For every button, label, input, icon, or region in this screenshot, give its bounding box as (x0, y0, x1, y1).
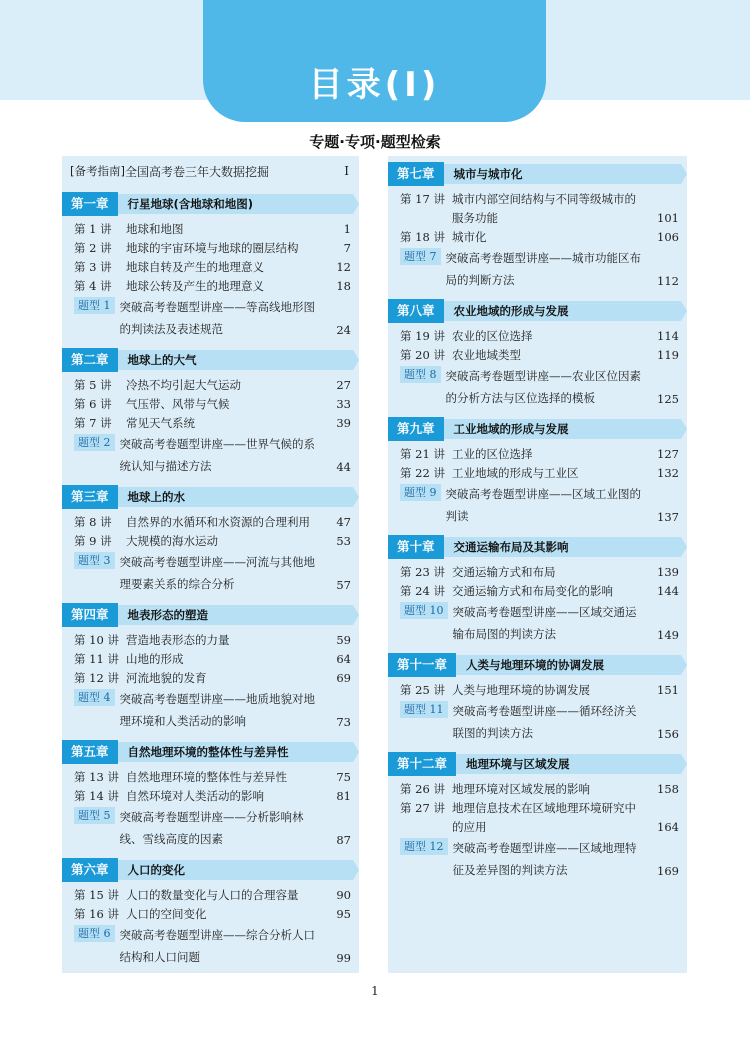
chapter-section (388, 162, 687, 291)
chapter-label: 第九章 (388, 417, 444, 441)
chapter-section (62, 858, 359, 968)
toc-entry[interactable] (400, 563, 679, 582)
lesson-page: 106 (657, 230, 679, 244)
chapter-heading[interactable] (62, 740, 359, 764)
chapter-entries (388, 559, 687, 645)
special-topic-page: 169 (657, 864, 679, 878)
special-topic-tag: 题型 9 (400, 484, 441, 501)
lesson-page: 81 (336, 789, 351, 803)
toc-entry[interactable] (74, 905, 351, 924)
lesson-title: 大规模的海水运动 (126, 534, 218, 548)
toc-entry[interactable] (400, 346, 679, 365)
lesson-page: 64 (336, 652, 351, 666)
lesson-number: 第 6 讲 (74, 397, 112, 411)
chapter-section (62, 740, 359, 850)
special-topic-entry[interactable] (74, 924, 351, 968)
chapter-section (62, 348, 359, 477)
chapter-title: 交通运输布局及其影响 (444, 537, 687, 557)
special-topic-page: 125 (657, 392, 679, 406)
lesson-page: 18 (336, 279, 351, 293)
lesson-page: 27 (336, 378, 351, 392)
lesson-page: 114 (657, 329, 679, 343)
lesson-page: 132 (657, 466, 679, 480)
lesson-number: 第 25 讲 (400, 683, 445, 697)
chapter-entries (62, 216, 359, 340)
special-topic-tag: 题型 10 (400, 602, 448, 619)
chapter-section (388, 535, 687, 645)
special-topic-entry[interactable] (400, 601, 679, 645)
lesson-title: 自然环境对人类活动的影响 (126, 789, 264, 803)
special-topic-page: 137 (657, 510, 679, 524)
toc-entry[interactable] (74, 513, 351, 532)
chapter-heading[interactable] (62, 485, 359, 509)
special-topic-title: 突破高考卷题型讲座——区域交通运输布局图的判读方法 (452, 605, 637, 641)
chapter-title: 地球上的水 (118, 487, 359, 507)
special-topic-tag: 题型 5 (74, 807, 115, 824)
lesson-number: 第 1 讲 (74, 222, 112, 236)
lesson-title: 营造地表形态的力量 (126, 633, 230, 647)
special-topic-entry[interactable] (74, 551, 351, 595)
lesson-number: 第 7 讲 (74, 416, 112, 430)
chapter-label: 第十章 (388, 535, 444, 559)
chapter-section (388, 417, 687, 527)
chapter-entries (62, 372, 359, 477)
toc-entry[interactable] (400, 445, 679, 464)
lesson-title: 地球自转及产生的地理意义 (126, 260, 264, 274)
chapter-title: 自然地理环境的整体性与差异性 (118, 742, 359, 762)
chapter-title: 人口的变化 (118, 860, 359, 880)
special-topic-title: 突破高考卷题型讲座——循环经济关联图的判读方法 (452, 704, 637, 740)
special-topic-entry[interactable] (400, 247, 679, 291)
toc-entry[interactable] (74, 258, 351, 277)
special-topic-tag: 题型 4 (74, 689, 115, 706)
chapter-label: 第五章 (62, 740, 118, 764)
lesson-title: 地球和地图 (126, 222, 184, 236)
special-topic-tag: 题型 2 (74, 434, 115, 451)
chapter-entries (388, 441, 687, 527)
guide-page: Ⅰ (344, 164, 349, 178)
lesson-title: 自然界的水循环和水资源的合理利用 (126, 515, 310, 529)
lesson-number: 第 4 讲 (74, 279, 112, 293)
special-topic-title: 突破高考卷题型讲座——综合分析人口结构和人口问题 (119, 928, 315, 964)
special-topic-entry[interactable] (400, 700, 679, 744)
special-topic-title: 突破高考卷题型讲座——等高线地形图的判读法及表述规范 (119, 300, 315, 336)
chapter-heading[interactable] (388, 417, 687, 441)
toc-entry[interactable] (400, 582, 679, 601)
lesson-title: 自然地理环境的整体性与差异性 (126, 770, 287, 784)
chapter-title: 城市与城市化 (444, 164, 687, 184)
lesson-number: 第 9 讲 (74, 534, 112, 548)
guide-entry[interactable] (62, 158, 359, 184)
toc-entry[interactable] (74, 277, 351, 296)
chapter-label: 第八章 (388, 299, 444, 323)
special-topic-entry[interactable] (74, 433, 351, 477)
chapter-heading[interactable] (62, 603, 359, 627)
lesson-title: 工业的区位选择 (452, 447, 533, 461)
lesson-title: 交通运输方式和布局变化的影响 (452, 584, 613, 598)
chapter-title: 农业地域的形成与发展 (444, 301, 687, 321)
lesson-page: 33 (336, 397, 351, 411)
lesson-number: 第 12 讲 (74, 671, 119, 685)
toc-entry[interactable] (74, 787, 351, 806)
toc-entry[interactable] (74, 768, 351, 787)
lesson-title: 工业地域的形成与工业区 (452, 466, 579, 480)
chapter-entries (388, 186, 687, 291)
chapter-label: 第十一章 (388, 653, 456, 677)
lesson-title: 农业的区位选择 (452, 329, 533, 343)
special-topic-tag: 题型 6 (74, 925, 115, 942)
lesson-title: 人口的数量变化与人口的合理容量 (126, 888, 299, 902)
special-topic-tag: 题型 7 (400, 248, 441, 265)
lesson-title: 山地的形成 (126, 652, 184, 666)
chapter-title: 地表形态的塑造 (118, 605, 359, 625)
lesson-page: 59 (336, 633, 351, 647)
chapter-section (62, 603, 359, 732)
left-chapter-list (62, 192, 359, 968)
lesson-number: 第 10 讲 (74, 633, 119, 647)
special-topic-title: 突破高考卷题型讲座——河流与其他地理要素关系的综合分析 (119, 555, 315, 591)
special-topic-title: 突破高考卷题型讲座——区域地理特征及差异图的判读方法 (452, 841, 637, 877)
lesson-page: 101 (657, 211, 679, 225)
chapter-section (388, 752, 687, 881)
special-topic-page: 99 (336, 951, 351, 965)
lesson-number: 第 15 讲 (74, 888, 119, 902)
lesson-page: 53 (336, 534, 351, 548)
special-topic-tag: 题型 12 (400, 838, 448, 855)
lesson-page: 139 (657, 565, 679, 579)
lesson-page: 151 (657, 683, 679, 697)
lesson-title: 河流地貌的发育 (126, 671, 207, 685)
lesson-number: 第 11 讲 (74, 652, 119, 666)
chapter-section (388, 299, 687, 409)
toc-entry[interactable] (400, 190, 679, 228)
lesson-number: 第 13 讲 (74, 770, 119, 784)
lesson-title: 地球的宇宙环境与地球的圈层结构 (126, 241, 299, 255)
toc-entry[interactable] (74, 414, 351, 433)
lesson-number: 第 2 讲 (74, 241, 112, 255)
right-chapter-list (388, 156, 687, 881)
guide-text: 全国高考卷三年大数据挖掘 (124, 164, 269, 179)
lesson-number: 第 27 讲 (400, 801, 445, 815)
chapter-heading[interactable] (388, 535, 687, 559)
lesson-number: 第 8 讲 (74, 515, 112, 529)
lesson-number: 第 14 讲 (74, 789, 119, 803)
toc-entry[interactable] (74, 395, 351, 414)
toc-entry[interactable] (400, 799, 679, 837)
special-topic-page: 24 (336, 323, 351, 337)
chapter-title: 行星地球(含地球和地图) (118, 194, 359, 214)
toc-entry[interactable] (74, 376, 351, 395)
chapter-entries (388, 677, 687, 744)
chapter-label: 第十二章 (388, 752, 456, 776)
special-topic-page: 57 (336, 578, 351, 592)
chapter-heading[interactable] (388, 162, 687, 186)
lesson-title: 气压带、风带与气候 (126, 397, 230, 411)
chapter-label: 第一章 (62, 192, 118, 216)
chapter-section (388, 653, 687, 744)
lesson-number: 第 16 讲 (74, 907, 119, 921)
lesson-number: 第 3 讲 (74, 260, 112, 274)
special-topic-title: 突破高考卷题型讲座——区域工业图的判读 (445, 487, 641, 523)
special-topic-tag: 题型 3 (74, 552, 115, 569)
page-title: 目录(Ⅰ) (308, 64, 441, 105)
special-topic-tag: 题型 11 (400, 701, 448, 718)
chapter-title: 地球上的大气 (118, 350, 359, 370)
special-topic-title: 突破高考卷题型讲座——城市功能区布局的判断方法 (445, 251, 641, 287)
lesson-number: 第 26 讲 (400, 782, 445, 796)
lesson-page: 39 (336, 416, 351, 430)
special-topic-title: 突破高考卷题型讲座——分析影响林线、雪线高度的因素 (119, 810, 304, 846)
lesson-number: 第 21 讲 (400, 447, 445, 461)
chapter-label: 第六章 (62, 858, 118, 882)
chapter-entries (62, 509, 359, 595)
toc-entry[interactable] (400, 681, 679, 700)
lesson-title: 常见天气系统 (126, 416, 195, 430)
lesson-number: 第 23 讲 (400, 565, 445, 579)
chapter-label: 第二章 (62, 348, 118, 372)
lesson-title: 城市化 (452, 230, 487, 244)
toc-entry[interactable] (74, 239, 351, 258)
toc-entry[interactable] (74, 669, 351, 688)
special-topic-entry[interactable] (400, 837, 679, 881)
chapter-heading[interactable] (62, 192, 359, 216)
page-subtitle: 专题·专项·题型检索 (309, 133, 441, 151)
chapter-section (62, 485, 359, 595)
page-number: 1 (371, 984, 379, 998)
title-tab (203, 0, 546, 122)
toc-entry[interactable] (400, 327, 679, 346)
special-topic-page: 44 (336, 460, 351, 474)
toc-entry[interactable] (74, 650, 351, 669)
toc-column-left (62, 156, 359, 973)
special-topic-title: 突破高考卷题型讲座——农业区位因素的分析方法与区位选择的模板 (445, 369, 641, 405)
lesson-page: 158 (657, 782, 679, 796)
toc-entry[interactable] (400, 228, 679, 247)
toc-entry[interactable] (74, 532, 351, 551)
lesson-page: 75 (336, 770, 351, 784)
lesson-page: 47 (336, 515, 351, 529)
lesson-title: 地理信息技术在区域地理环境研究中的应用 (452, 801, 636, 834)
chapter-entries (62, 764, 359, 850)
toc-entry[interactable] (400, 464, 679, 483)
lesson-page: 69 (336, 671, 351, 685)
chapter-heading[interactable] (388, 653, 687, 677)
chapter-label: 第三章 (62, 485, 118, 509)
lesson-title: 交通运输方式和布局 (452, 565, 556, 579)
toc-entry[interactable] (74, 220, 351, 239)
lesson-page: 164 (657, 820, 679, 834)
lesson-page: 90 (336, 888, 351, 902)
special-topic-title: 突破高考卷题型讲座——世界气候的系统认知与描述方法 (119, 437, 315, 473)
special-topic-page: 112 (657, 274, 679, 288)
special-topic-page: 156 (657, 727, 679, 741)
chapter-title: 工业地域的形成与发展 (444, 419, 687, 439)
lesson-number: 第 24 讲 (400, 584, 445, 598)
chapter-entries (388, 776, 687, 881)
special-topic-page: 149 (657, 628, 679, 642)
toc-entry[interactable] (74, 886, 351, 905)
chapter-heading[interactable] (388, 299, 687, 323)
chapter-heading[interactable] (62, 348, 359, 372)
special-topic-entry[interactable] (74, 296, 351, 340)
toc-entry[interactable] (74, 631, 351, 650)
chapter-title: 人类与地理环境的协调发展 (456, 655, 687, 675)
toc-entry[interactable] (400, 780, 679, 799)
lesson-number: 第 19 讲 (400, 329, 445, 343)
lesson-number: 第 18 讲 (400, 230, 445, 244)
special-topic-tag: 题型 1 (74, 297, 115, 314)
lesson-title: 冷热不均引起大气运动 (126, 378, 241, 392)
lesson-page: 144 (657, 584, 679, 598)
chapter-heading[interactable] (62, 858, 359, 882)
chapter-entries (62, 882, 359, 968)
toc-column-right (388, 156, 687, 973)
lesson-page: 12 (336, 260, 351, 274)
special-topic-entry[interactable] (74, 806, 351, 850)
chapter-entries (62, 627, 359, 732)
lesson-page: 1 (343, 222, 351, 236)
lesson-number: 第 20 讲 (400, 348, 445, 362)
lesson-title: 人类与地理环境的协调发展 (452, 683, 590, 697)
special-topic-page: 87 (336, 833, 351, 847)
guide-tag: [备考指南] (70, 164, 125, 178)
chapter-section (62, 192, 359, 340)
chapter-title: 地理环境与区域发展 (456, 754, 687, 774)
chapter-label: 第七章 (388, 162, 444, 186)
chapter-entries (388, 323, 687, 409)
special-topic-entry[interactable] (74, 688, 351, 732)
lesson-title: 地球公转及产生的地理意义 (126, 279, 264, 293)
chapter-label: 第四章 (62, 603, 118, 627)
lesson-page: 95 (336, 907, 351, 921)
lesson-page: 119 (657, 348, 679, 362)
lesson-number: 第 17 讲 (400, 192, 445, 206)
lesson-title: 人口的空间变化 (126, 907, 207, 921)
special-topic-tag: 题型 8 (400, 366, 441, 383)
lesson-title: 农业地域类型 (452, 348, 521, 362)
lesson-page: 7 (343, 241, 351, 255)
special-topic-entry[interactable] (400, 483, 679, 527)
special-topic-page: 73 (336, 715, 351, 729)
lesson-page: 127 (657, 447, 679, 461)
lesson-title: 城市内部空间结构与不同等级城市的服务功能 (452, 192, 636, 225)
chapter-heading[interactable] (388, 752, 687, 776)
lesson-number: 第 22 讲 (400, 466, 445, 480)
special-topic-entry[interactable] (400, 365, 679, 409)
lesson-title: 地理环境对区域发展的影响 (452, 782, 590, 796)
special-topic-title: 突破高考卷题型讲座——地质地貌对地理环境和人类活动的影响 (119, 692, 315, 728)
lesson-number: 第 5 讲 (74, 378, 112, 392)
